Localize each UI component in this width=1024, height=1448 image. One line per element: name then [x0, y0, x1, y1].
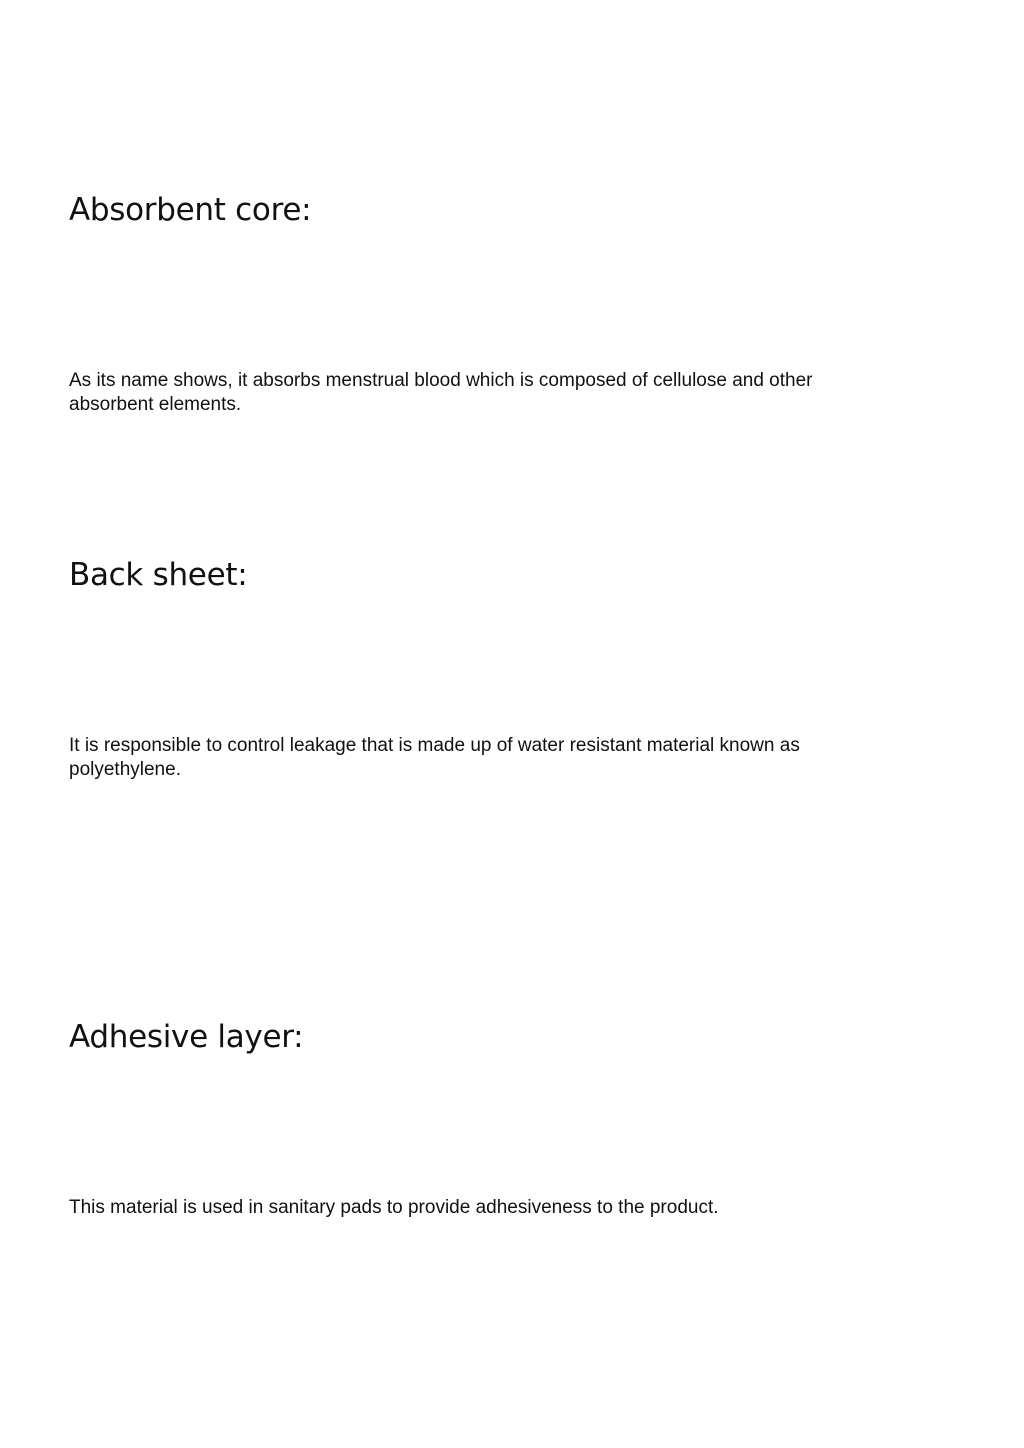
- section-text-back-sheet: It is responsible to control leakage that is made up of water resistant material known as polyethylene.: [69, 735, 800, 780]
- section-text-absorbent-core: As its name shows, it absorbs menstrual blood which is composed of cellulose and other absorbent elements.: [69, 370, 813, 415]
- section-heading-back-sheet: Back sheet:: [69, 557, 248, 593]
- section-heading-adhesive-layer: Adhesive layer:: [69, 1019, 304, 1055]
- section-heading-absorbent-core: Absorbent core:: [69, 192, 312, 228]
- section-text-adhesive-layer: This material is used in sanitary pads to provide adhesiveness to the product.: [69, 1197, 719, 1218]
